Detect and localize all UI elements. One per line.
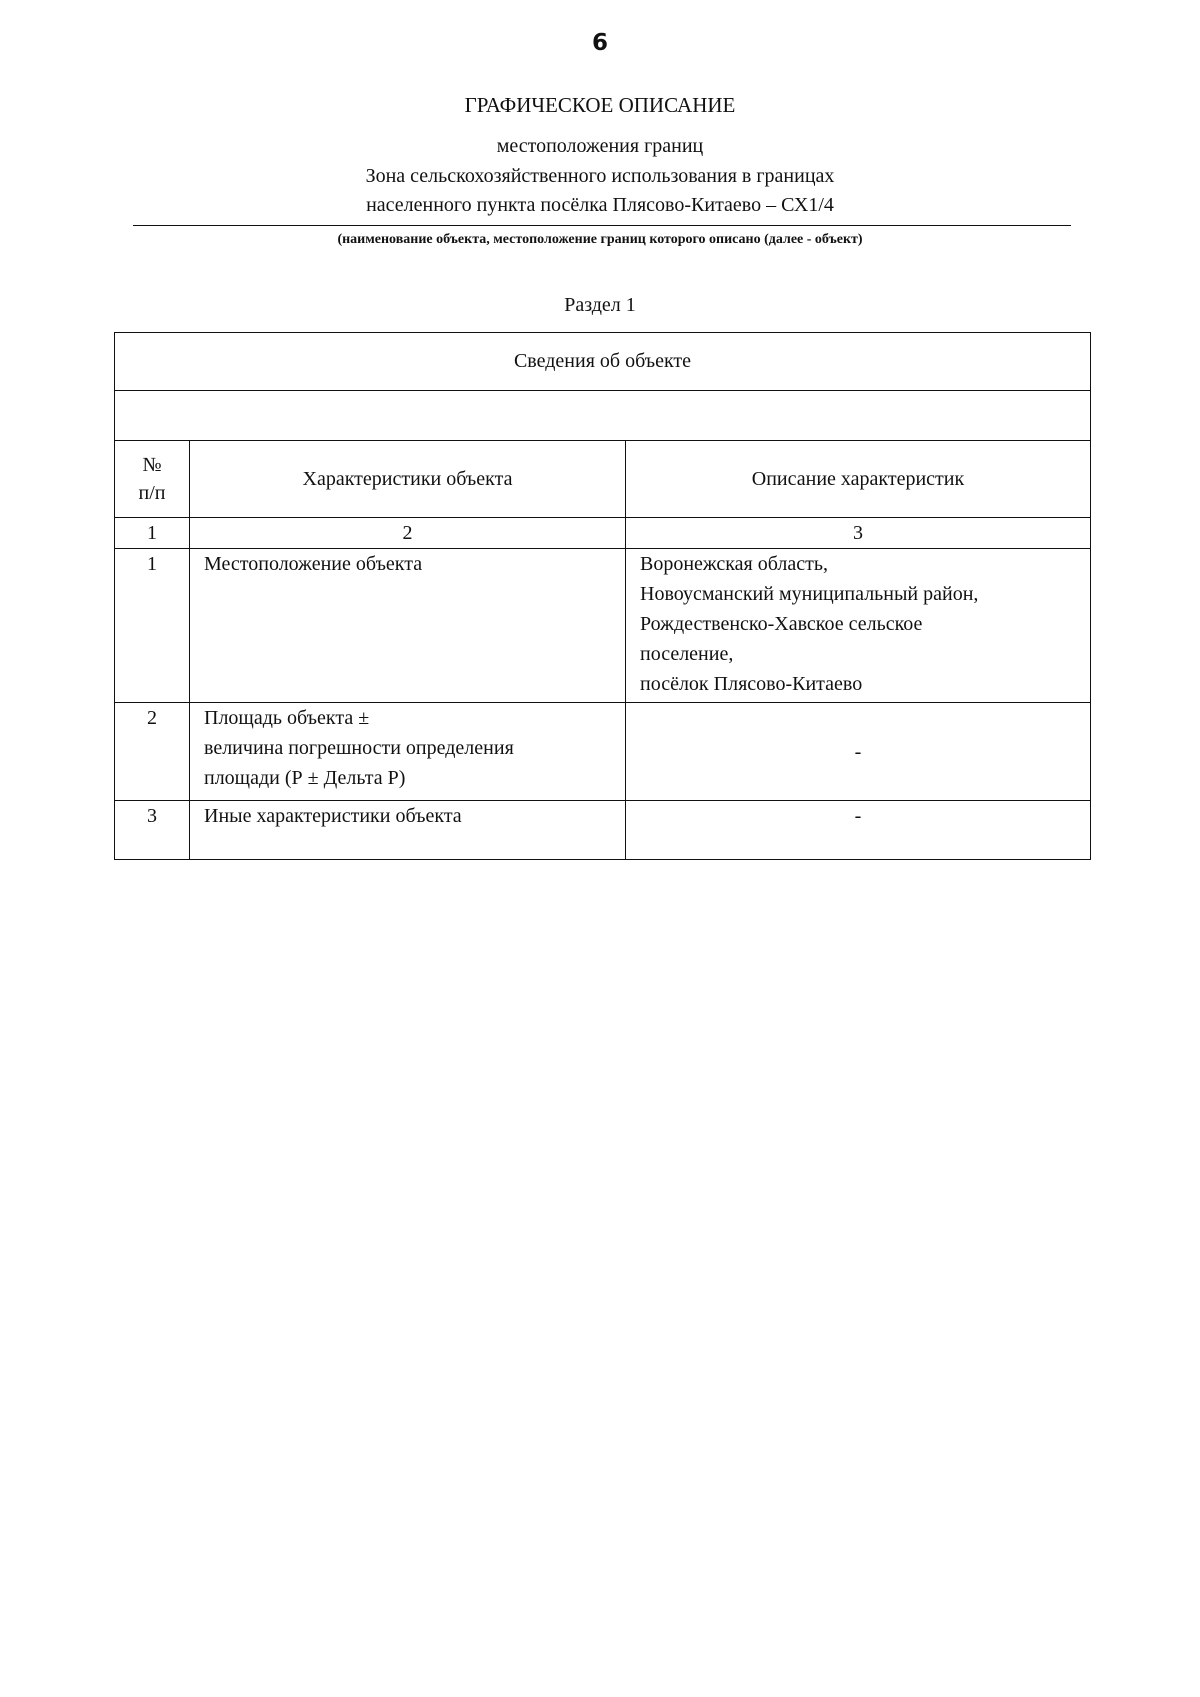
column-index-2: 2 [190, 518, 626, 549]
column-index-3: 3 [626, 518, 1091, 549]
table-header-row [115, 333, 1091, 391]
object-info-table [114, 332, 1091, 860]
characteristic-text: величина погрешности определения [204, 737, 514, 759]
characteristic-text: площади (Р ± Дельта Р) [204, 767, 406, 789]
table-blank-row [115, 391, 1091, 441]
section-heading: Раздел 1 [564, 294, 636, 316]
column-header-description: Описание характеристик [626, 441, 1091, 518]
object-name-caption: (наименование объекта, местоположение границ которого описано (далее - объект) [337, 232, 863, 247]
description-line: Рождественско-Хавское сельское [640, 613, 923, 635]
characteristic-text: Местоположение объекта [204, 553, 423, 575]
subtitle-line-2: Зона сельскохозяйственного использования в границах [365, 165, 835, 187]
row-characteristic [190, 703, 626, 801]
characteristic-text: Иные характеристики объекта [204, 805, 462, 827]
subtitle-line-3: населенного пункта посёлка Плясово-Китаево – СХ1/4 [366, 194, 834, 216]
row-description: - [626, 703, 1091, 801]
description-line: поселение, [640, 643, 734, 665]
table-row [115, 549, 1091, 703]
subtitle-line-1: местоположения границ [496, 135, 704, 157]
column-header-row [115, 441, 1091, 518]
num-symbol: № [142, 454, 162, 476]
description-line: Воронежская область, [640, 553, 829, 575]
table-header: Сведения об объекте [115, 333, 1091, 391]
column-header-num [115, 441, 190, 518]
row-description: - [626, 801, 1091, 860]
description-line: Новоусманский муниципальный район, [640, 583, 979, 605]
description-line: посёлок Плясово-Китаево [640, 673, 863, 695]
title-underline [133, 225, 1071, 226]
characteristic-text: Площадь объекта ± [204, 707, 370, 729]
row-characteristic [190, 549, 626, 703]
row-number: 1 [115, 549, 190, 703]
row-number: 3 [115, 801, 190, 860]
blank-cell [115, 391, 1091, 441]
page-number: 6 [591, 30, 608, 56]
table-row [115, 703, 1091, 801]
num-abbrev: п/п [138, 482, 166, 504]
row-description [626, 549, 1091, 703]
table-row [115, 801, 1091, 860]
column-header-characteristics: Характеристики объекта [190, 441, 626, 518]
document-title: ГРАФИЧЕСКОЕ ОПИСАНИЕ [464, 93, 736, 117]
column-index-row [115, 518, 1091, 549]
column-index-1: 1 [115, 518, 190, 549]
row-number: 2 [115, 703, 190, 801]
row-characteristic [190, 801, 626, 860]
